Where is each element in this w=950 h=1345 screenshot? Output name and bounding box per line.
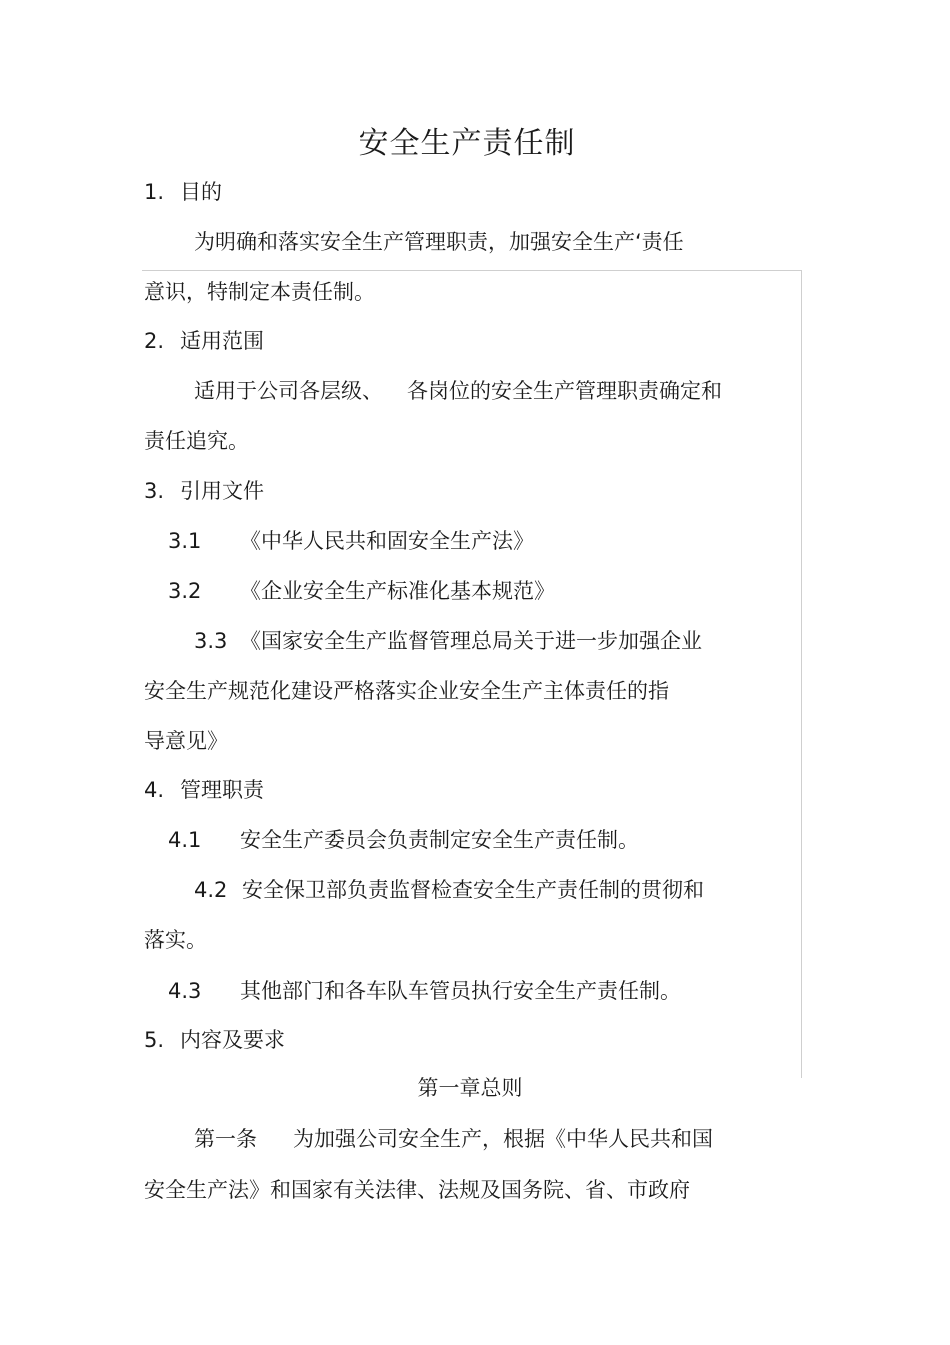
list-item xyxy=(194,626,702,656)
item-text: 安全保卫部负责监督检查安全生产责任制的贯彻和 xyxy=(242,878,704,902)
document-title: 安全生产责任制 xyxy=(358,126,576,161)
paragraph-line xyxy=(194,376,722,406)
list-item xyxy=(168,576,555,606)
chapter-heading: 第一章总则 xyxy=(417,1076,523,1100)
item-number: 3.1 xyxy=(168,529,202,553)
article-label: 第一条 xyxy=(194,1127,257,1151)
list-item xyxy=(168,825,639,855)
paragraph-line: 安全生产规范化建设严格落实企业安全生产主体责任的指 xyxy=(144,679,669,703)
section-title: 目的 xyxy=(180,180,222,204)
section-number: 3. xyxy=(144,479,165,503)
section-5-heading xyxy=(144,1025,285,1055)
item-text: 其他部门和各车队车管员执行安全生产责任制。 xyxy=(240,979,681,1003)
item-text: 《企业安全生产标准化基本规范》 xyxy=(240,579,555,603)
section-3-heading xyxy=(144,476,264,506)
text-segment: 各岗位的安全生产管理职责确定和 xyxy=(407,379,722,403)
section-title: 管理职责 xyxy=(180,778,264,802)
section-title: 内容及要求 xyxy=(180,1028,285,1052)
item-number: 4.1 xyxy=(168,828,202,852)
item-number: 3.2 xyxy=(168,579,202,603)
section-4-heading xyxy=(144,775,264,805)
item-text: 《中华人民共和固安全生产法》 xyxy=(240,529,534,553)
list-item xyxy=(168,976,681,1006)
section-title: 适用范围 xyxy=(180,329,264,353)
section-1-heading xyxy=(144,177,222,207)
paragraph-line: 为明确和落实安全生产管理职责，加强安全生产‘责任 xyxy=(194,230,684,254)
list-item xyxy=(168,526,534,556)
paragraph-line: 落实。 xyxy=(144,928,207,952)
paragraph-line: 意识，特制定本责任制。 xyxy=(144,280,375,304)
article-text: 为加强公司安全生产，根据《中华人民共和国 xyxy=(293,1127,713,1151)
section-2-heading xyxy=(144,326,264,356)
item-number: 4.2 xyxy=(194,878,228,902)
section-number: 4. xyxy=(144,778,165,802)
text-segment: 适用于公司各层级、 xyxy=(194,379,383,403)
list-item xyxy=(194,875,704,905)
article-1 xyxy=(194,1124,713,1154)
item-number: 3.3 xyxy=(194,629,228,653)
item-text: 《国家安全生产监督管理总局关于进一步加强企业 xyxy=(240,629,702,653)
section-number: 1. xyxy=(144,180,165,204)
section-title: 引用文件 xyxy=(180,479,264,503)
item-number: 4.3 xyxy=(168,979,202,1003)
section-number: 2. xyxy=(144,329,165,353)
paragraph-line: 责任追究。 xyxy=(144,429,249,453)
paragraph-line: 导意见》 xyxy=(144,729,228,753)
paragraph-line: 安全生产法》和国家有关法律、法规及国务院、省、市政府 xyxy=(144,1178,690,1202)
section-number: 5. xyxy=(144,1028,165,1052)
item-text: 安全生产委员会负责制定安全生产责任制。 xyxy=(240,828,639,852)
